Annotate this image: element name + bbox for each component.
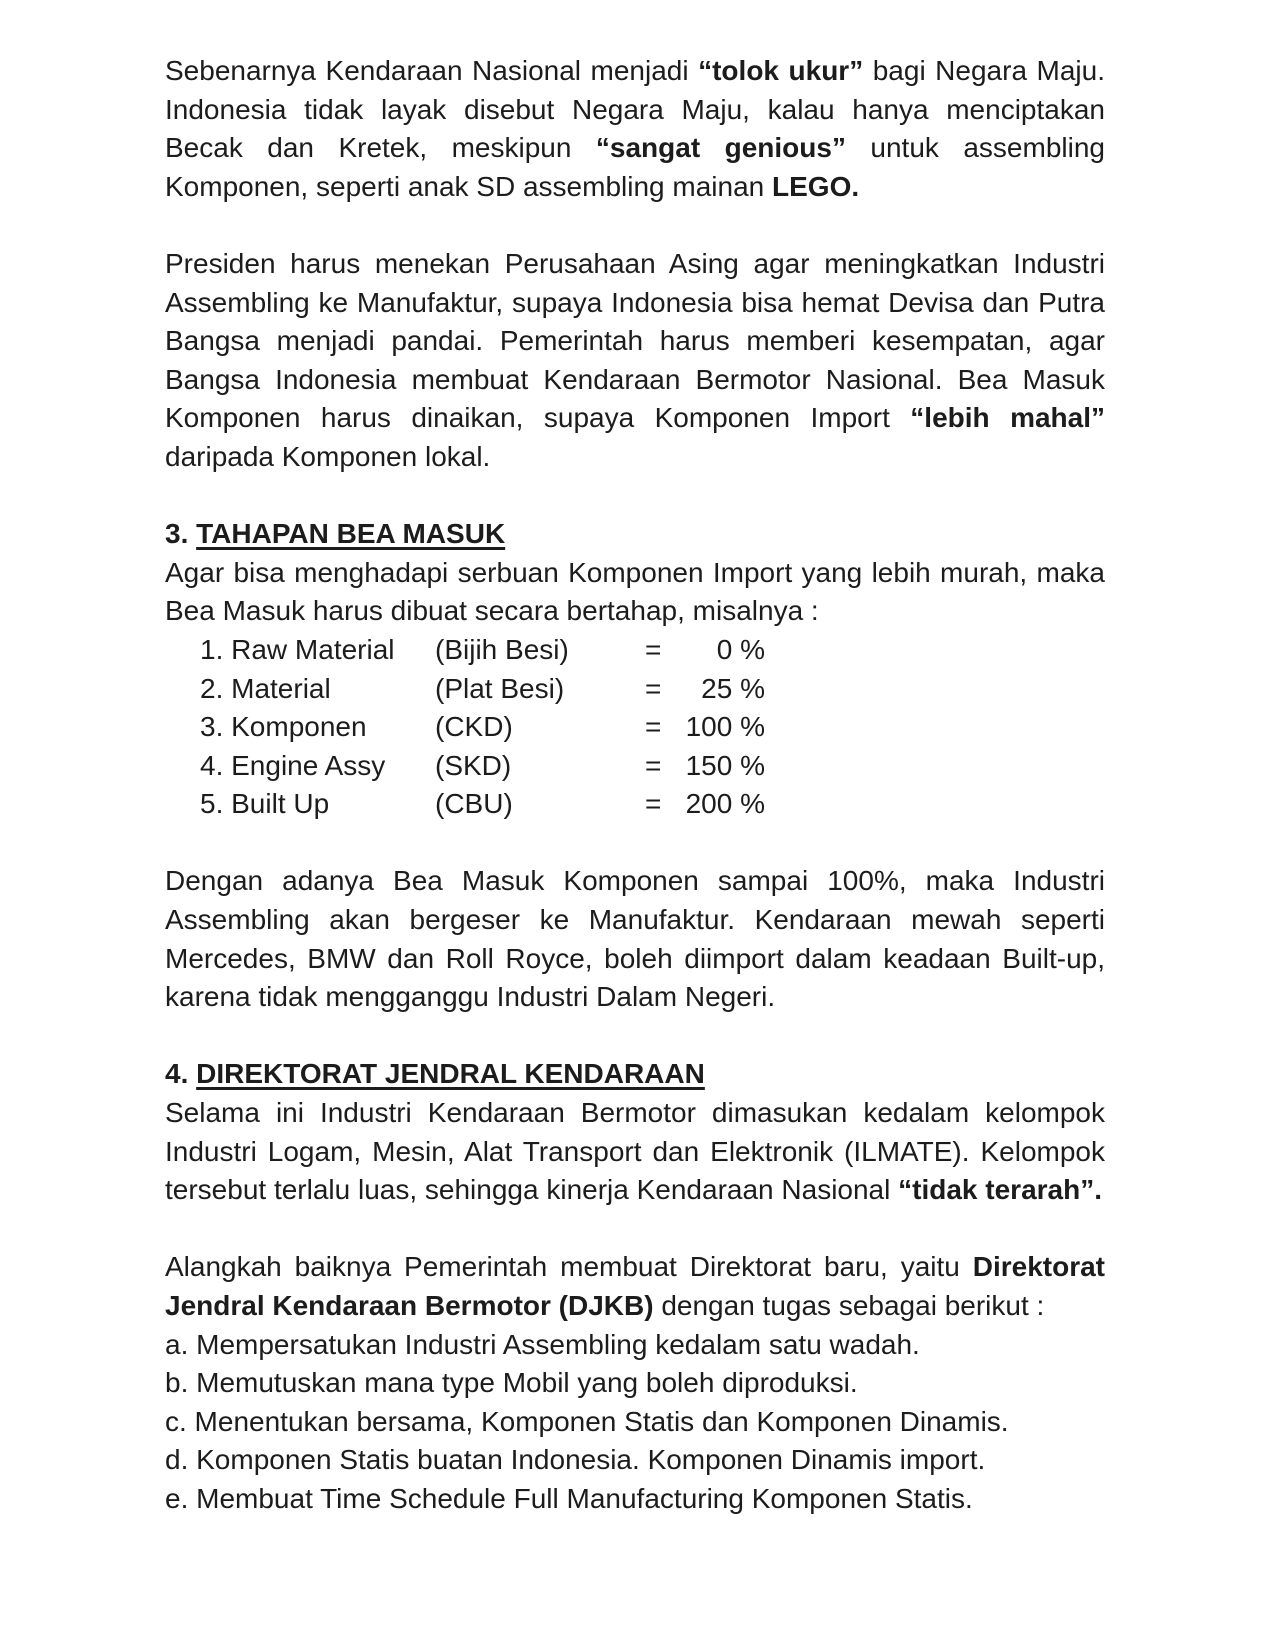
text: Selama ini Industri Kendaraan Bermotor dimasukan kedalam kelompok Industri Logam, Mesin, Alat Transport dan Elektronik (ILMATE). Kelompok tersebut terlalu luas, sehingga kinerja Kendaraan Nasional (165, 1097, 1105, 1206)
tariff-value: 100 % (685, 711, 765, 743)
section-4-paragraph-1 (165, 1094, 1105, 1210)
tariff-row (165, 785, 1105, 824)
section-number: 4. (165, 1058, 197, 1090)
tariff-equals: = (645, 711, 662, 743)
tariff-equals: = (645, 633, 662, 665)
section-3-closing: Dengan adanya Bea Masuk Komponen sampai 100%, maka Industri Assembling akan bergeser ke Manufaktur. Kendaraan mewah seperti Mercedes, BMW dan Roll Royce, boleh diimport dalam keadaan Built-up, karena tidak mengganggu Industri Dalam Negeri. (165, 865, 1105, 1013)
list-item: c. Menentukan bersama, Komponen Statis dan Komponen Dinamis. (165, 1405, 1009, 1437)
tariff-code: (Plat Besi) (435, 672, 565, 704)
tariff-code: (SKD) (435, 749, 512, 781)
section-number: 3. (165, 518, 197, 550)
tariff-name: 3. Komponen (200, 711, 367, 743)
text: daripada Komponen lokal. (165, 440, 491, 472)
task-list (165, 1326, 1105, 1519)
tariff-list (165, 631, 1105, 824)
tariff-name: 1. Raw Material (200, 633, 395, 665)
emphasis: LEGO. (772, 170, 860, 202)
text: bagi Negara Maju. Indonesia tidak layak disebut Negara Maju, kalau hanya menciptakan Becak dan Kretek, meskipun (165, 55, 1106, 164)
tariff-equals: = (645, 788, 662, 820)
text: Alangkah baiknya Pemerintah membuat Direktorat baru, yaitu (165, 1251, 973, 1283)
list-item: b. Memutuskan mana type Mobil yang boleh diproduksi. (165, 1367, 858, 1399)
paragraph-national-vehicle (165, 52, 1105, 206)
section-title: DIREKTORAT JENDRAL KENDARAAN (196, 1058, 705, 1090)
tariff-name: 5. Built Up (200, 788, 330, 820)
text: Presiden harus menekan Perusahaan Asing agar meningkatkan Industri Assembling ke Manufaktur, supaya Indonesia bisa hemat Devisa dan Putra Bangsa menjadi pandai. Pemerintah harus memberi kesempatan, agar Bangsa Indonesia membuat Kendaraan Bermotor Nasional. Bea Masuk Komponen harus dinaikan, supaya Komponen Import (165, 247, 1105, 434)
section-3-intro: Agar bisa menghadapi serbuan Komponen Import yang lebih murah, maka Bea Masuk harus dibuat secara bertahap, misalnya : (165, 556, 1105, 627)
section-title: TAHAPAN BEA MASUK (196, 518, 506, 550)
tariff-value: 25 % (701, 672, 765, 704)
tariff-code: (CBU) (435, 788, 513, 820)
emphasis: “sangat genious” (595, 132, 846, 164)
tariff-name: 4. Engine Assy (200, 749, 386, 781)
tariff-equals: = (645, 672, 662, 704)
tariff-code: (Bijih Besi) (435, 633, 569, 665)
paragraph-president (165, 245, 1105, 477)
emphasis: “lebih mahal” (910, 402, 1106, 434)
tariff-code: (CKD) (435, 711, 513, 743)
text: Sebenarnya Kendaraan Nasional menjadi (165, 55, 699, 86)
list-item: d. Komponen Statis buatan Indonesia. Komponen Dinamis import. (165, 1444, 986, 1476)
tariff-value: 200 % (685, 788, 765, 820)
tariff-value: 150 % (685, 749, 765, 781)
tariff-row (165, 631, 1105, 670)
list-item: a. Mempersatukan Industri Assembling kedalam satu wadah. (165, 1328, 920, 1360)
list-item: e. Membuat Time Schedule Full Manufacturing Komponen Statis. (165, 1482, 973, 1514)
text: untuk assembling Komponen, seperti anak SD assembling mainan (165, 132, 1105, 202)
tariff-name: 2. Material (200, 672, 331, 704)
section-4-heading (165, 1055, 1105, 1094)
tariff-value: 0 % (716, 633, 765, 665)
emphasis: “tolok ukur” (698, 55, 864, 86)
tariff-row (165, 747, 1105, 786)
section-4-paragraph-2 (165, 1248, 1105, 1325)
tariff-row (165, 670, 1105, 709)
section-3-heading (165, 515, 1105, 554)
text: dengan tugas sebagai berikut : (653, 1290, 1045, 1321)
tariff-equals: = (645, 749, 662, 781)
document-page (165, 52, 1105, 1519)
emphasis: “tidak terarah”. (898, 1174, 1102, 1206)
tariff-row (165, 708, 1105, 747)
emphasis: Direktorat Jendral Kendaraan Bermotor (DJKB) (165, 1251, 1105, 1321)
